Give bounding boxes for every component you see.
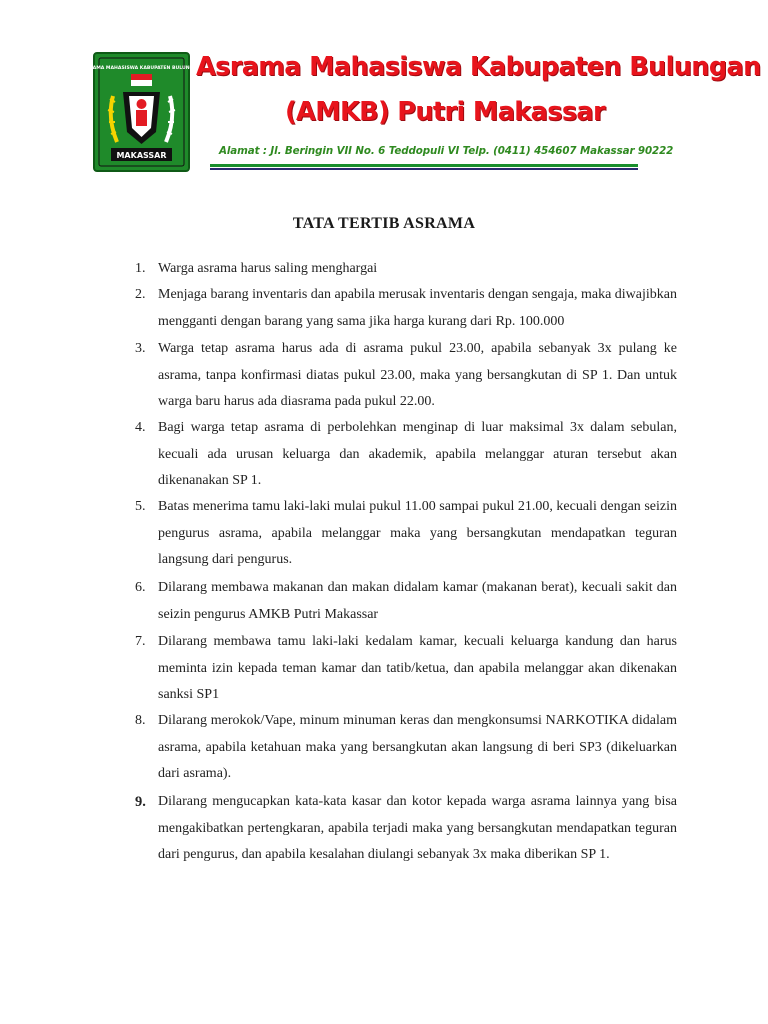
amkb-logo-emblem xyxy=(82,52,201,172)
rule-text: Dilarang mengucapkan kata-kata kasar dan kotor kepada warga asrama lainnya yang bisa mengakibatkan pertengkaran, apabila terjadi maka yang bersangkutan mendapatkan teguran dari pengurus, dan apabila kesalahan diulangi sebanyak 3x maka diberikan SP 1. xyxy=(158,794,677,862)
document-title: TATA TERTIB ASRAMA xyxy=(292,215,476,232)
rule-text: Dilarang membawa makanan dan makan didalam kamar (makanan berat), kecuali sakit dan seizin pengurus AMKB Putri Makassar xyxy=(158,580,677,622)
rule-number: 5. xyxy=(135,499,146,514)
logo-bottom-text: MAKASSAR xyxy=(116,151,167,160)
rule-text: Menjaga barang inventaris dan apabila merusak inventaris dengan sengaja, maka diwajibkan mengganti dengan barang yang sama jika harga kurang dari Rp. 100.000 xyxy=(158,287,677,329)
rule-text: Warga asrama harus saling menghargai xyxy=(158,261,378,276)
rule-number: 3. xyxy=(135,341,146,356)
rule-number: 4. xyxy=(135,420,146,435)
rule-number: 6. xyxy=(135,580,146,595)
header-divider-green xyxy=(210,164,638,167)
rule-number: 2. xyxy=(135,287,146,302)
rule-text: Warga tetap asrama harus ada di asrama pukul 23.00, apabila sebanyak 3x pulang ke asrama, tanpa konfirmasi diatas pukul 23.00, maka yang bersangkutan di SP 1. Dan untuk warga baru harus ada diasrama pada pukul 22.00. xyxy=(158,341,677,409)
rule-text: Batas menerima tamu laki-laki mulai pukul 11.00 sampai pukul 21.00, kecuali dengan seizin pengurus asrama, apabila melanggar maka yang bersangkutan mendapatkan teguran langsung dari pengurus. xyxy=(158,499,677,567)
rule-text: Dilarang membawa tamu laki-laki kedalam kamar, kecuali keluarga kandung dan harus meminta izin kepada teman kamar dan tatib/ketua, dan apabila melanggar akan dikenakan sanksi SP1 xyxy=(158,634,677,702)
rule-number: 7. xyxy=(135,634,146,649)
rule-text: Dilarang merokok/Vape, minum minuman keras dan mengkonsumsi NARKOTIKA didalam asrama, apabila ketahuan maka yang bersangkutan akan langsung di beri SP3 (dikeluarkan dari asrama). xyxy=(158,713,677,781)
rule-text: Bagi warga tetap asrama di perbolehkan menginap di luar maksimal 3x dalam sebulan, kecuali ada urusan keluarga dan akademik, apabila melanggar aturan tersebut akan dikenanakan SP 1. xyxy=(158,420,677,488)
rule-number: 1. xyxy=(135,261,146,276)
logo-top-text: ASRAMA MAHASISWA KABUPATEN BULUNGAN xyxy=(82,66,201,71)
rule-number: 9. xyxy=(135,794,146,810)
header-divider-navy xyxy=(210,168,638,170)
org-title-line1: Asrama Mahasiswa Kabupaten Bulungan xyxy=(196,52,761,82)
org-address: Alamat : Jl. Beringin VII No. 6 Teddopuli VI Telp. (0411) 454607 Makassar 90222 xyxy=(219,145,674,157)
rule-number: 8. xyxy=(135,713,146,728)
org-title-line2: (AMKB) Putri Makassar xyxy=(285,97,606,127)
